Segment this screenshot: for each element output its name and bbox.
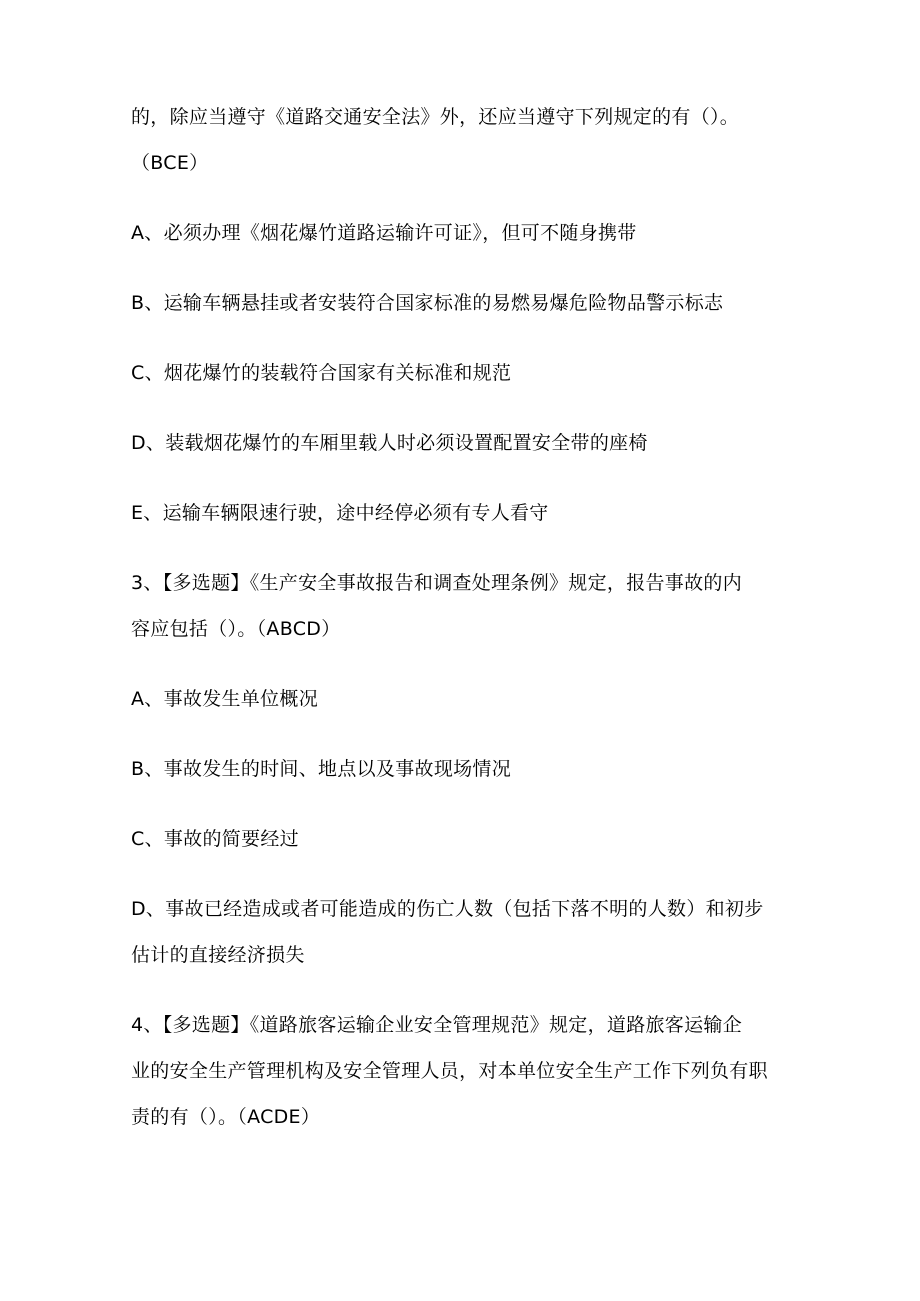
option-text: A、事故发生单位概况 xyxy=(131,688,318,710)
question-text-line: 4、【多选题】《道路旅客运输企业安全管理规范》规定，道路旅客运输企 xyxy=(131,1014,742,1036)
document-page xyxy=(131,94,801,1140)
option-d xyxy=(131,886,801,978)
option-b xyxy=(131,280,801,326)
option-e xyxy=(131,490,801,536)
question-text-line: 业的安全生产管理机构及安全管理人员，对本单位安全生产工作下列负有职 xyxy=(131,1060,768,1082)
option-d xyxy=(131,420,801,466)
question-text-line: 3、【多选题】《生产安全事故报告和调查处理条例》规定，报告事故的内 xyxy=(131,572,742,594)
option-a xyxy=(131,676,801,722)
option-text: B、运输车辆悬挂或者安装符合国家标准的易燃易爆危险物品警示标志 xyxy=(131,292,724,314)
option-c xyxy=(131,350,801,396)
question-4 xyxy=(131,1002,801,1140)
option-c xyxy=(131,816,801,862)
option-text: 估计的直接经济损失 xyxy=(131,944,305,966)
option-text: A、必须办理《烟花爆竹道路运输许可证》，但可不随身携带 xyxy=(131,222,637,244)
option-text: D、事故已经造成或者可能造成的伤亡人数（包括下落不明的人数）和初步 xyxy=(131,898,764,920)
question-text-line: 的，除应当遵守《道路交通安全法》外，还应当遵守下列规定的有（）。 xyxy=(131,106,740,128)
question-text-line: 责的有（）。（ACDE） xyxy=(131,1106,321,1128)
option-b xyxy=(131,746,801,792)
option-text: E、运输车辆限速行驶，途中经停必须有专人看守 xyxy=(131,502,549,524)
question-text-line: 容应包括（）。（ABCD） xyxy=(131,618,341,640)
answer-key: （BCE） xyxy=(131,152,209,174)
option-text: C、烟花爆竹的装载符合国家有关标准和规范 xyxy=(131,362,512,384)
option-text: C、事故的简要经过 xyxy=(131,828,299,850)
question-3 xyxy=(131,560,801,652)
option-text: B、事故发生的时间、地点以及事故现场情况 xyxy=(131,758,512,780)
option-a xyxy=(131,210,801,256)
option-text: D、装载烟花爆竹的车厢里载人时必须设置配置安全带的座椅 xyxy=(131,432,648,454)
question-2-continuation xyxy=(131,94,801,186)
